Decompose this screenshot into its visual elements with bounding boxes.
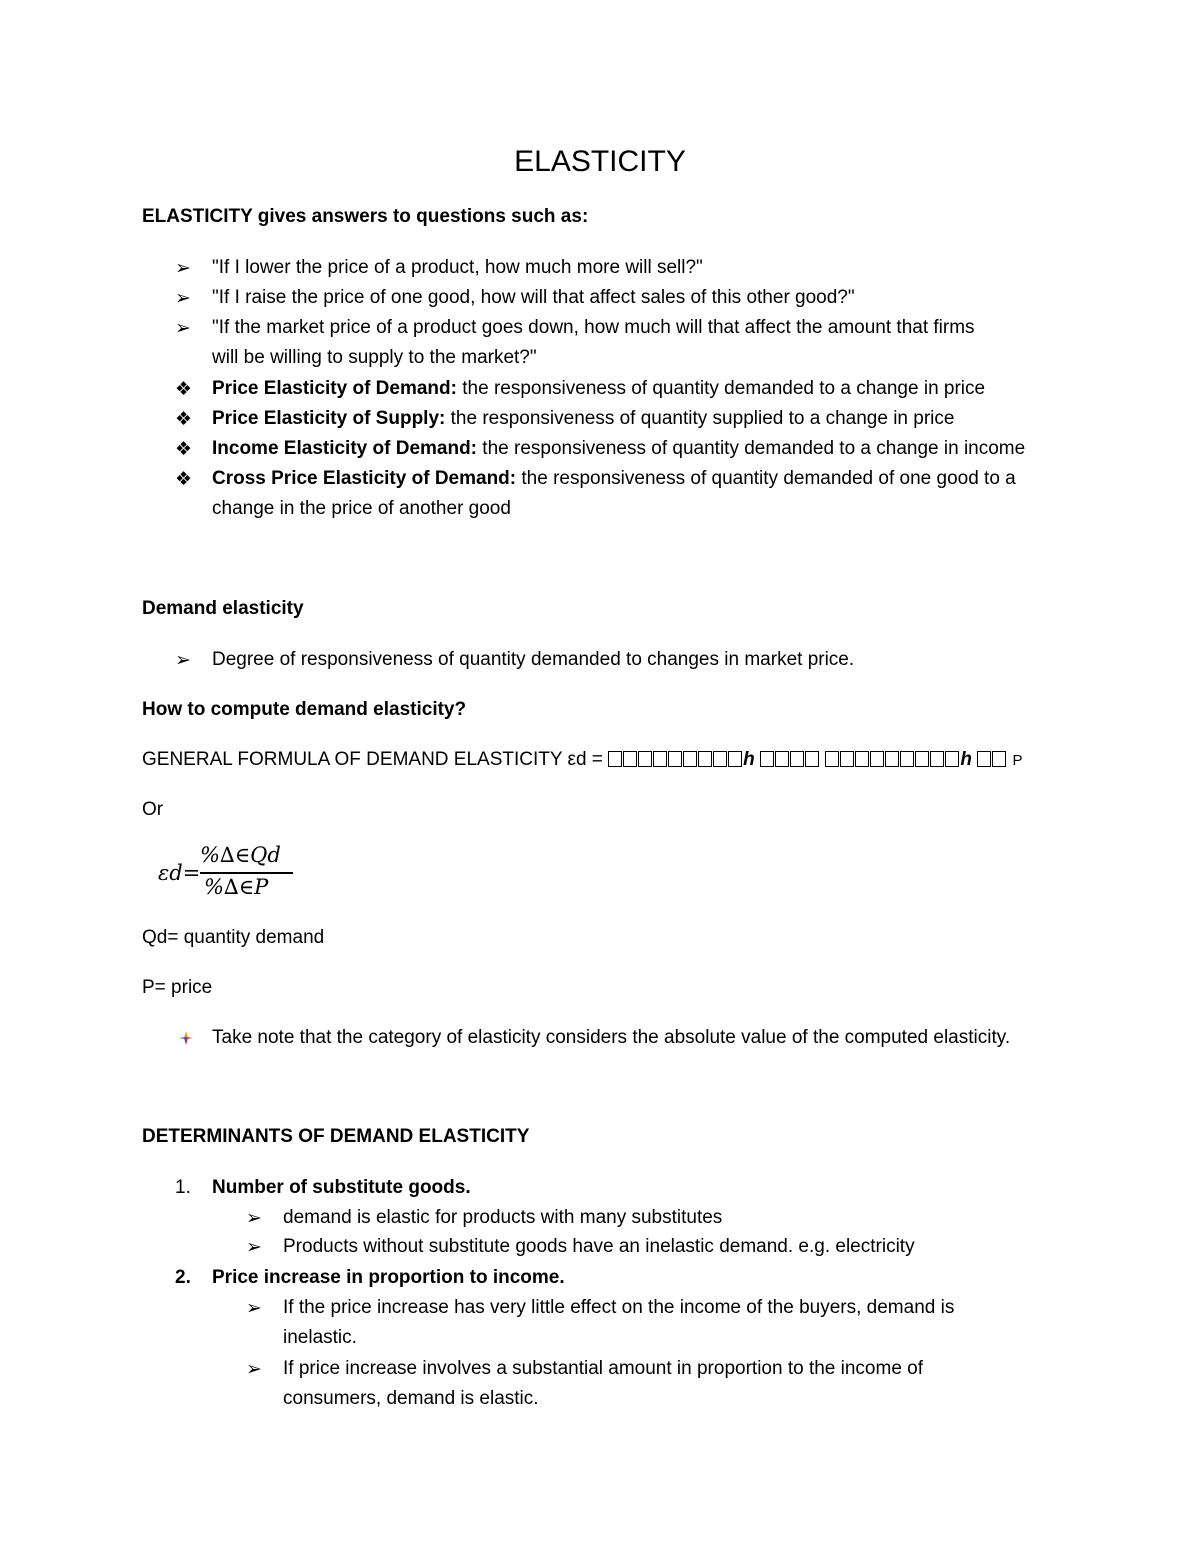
compute-heading: How to compute demand elasticity? xyxy=(142,699,467,720)
four-diamond-bullet-icon: ❖ xyxy=(175,468,193,490)
question-3-continued: will be willing to supply to the market?" xyxy=(212,347,537,368)
list-number: 1. xyxy=(175,1177,191,1198)
definition-term: Price Elasticity of Demand: xyxy=(212,378,457,399)
definition-cross-price-elasticity xyxy=(212,464,1016,494)
fraction-bar xyxy=(200,872,293,874)
determinant-1-point-2: Products without substitute goods have an inelastic demand. e.g. electricity xyxy=(283,1236,915,1257)
determinant-2-title: Price increase in proportion to income. xyxy=(212,1267,565,1288)
definition-income-elasticity-demand xyxy=(212,434,1025,464)
definition-text: the responsiveness of quantity demanded to a change in price xyxy=(456,378,986,399)
demand-elasticity-heading: Demand elasticity xyxy=(142,598,304,619)
missing-glyph-box xyxy=(760,749,820,770)
general-formula-label: GENERAL FORMULA OF DEMAND ELASTICITY εd = xyxy=(142,749,603,770)
intro-heading: ELASTICITY gives answers to questions such as: xyxy=(142,206,589,227)
arrow-bullet-icon: ➢ xyxy=(246,1236,262,1258)
definition-text: the responsiveness of quantity demanded of one good to a xyxy=(516,468,1016,489)
definition-price-elasticity-supply xyxy=(212,404,954,434)
pushpin-bullet-icon xyxy=(178,1030,194,1046)
fraction-lhs: εd= xyxy=(158,861,201,885)
arrow-bullet-icon: ➢ xyxy=(175,649,191,671)
determinant-2-point-1: If the price increase has very little effect on the income of the buyers, demand is xyxy=(283,1297,955,1318)
arrow-bullet-icon: ➢ xyxy=(175,287,191,309)
arrow-bullet-icon: ➢ xyxy=(246,1358,262,1380)
arrow-bullet-icon: ➢ xyxy=(175,257,191,279)
question-2: "If I raise the price of one good, how will that affect sales of this other good?" xyxy=(212,287,855,308)
missing-glyph-box xyxy=(977,749,1007,770)
question-3: "If the market price of a product goes down, how much will that affect the amount that firms xyxy=(212,317,975,338)
missing-glyph-box xyxy=(825,749,960,770)
determinants-heading: DETERMINANTS OF DEMAND ELASTICITY xyxy=(142,1126,530,1147)
arrow-bullet-icon: ➢ xyxy=(246,1297,262,1319)
four-diamond-bullet-icon: ❖ xyxy=(175,438,193,460)
four-diamond-bullet-icon: ❖ xyxy=(175,408,193,430)
arrow-bullet-icon: ➢ xyxy=(246,1207,262,1229)
determinant-1-title: Number of substitute goods. xyxy=(212,1177,471,1198)
or-label: Or xyxy=(142,799,164,820)
definition-term: Price Elasticity of Supply: xyxy=(212,408,446,429)
absolute-value-note: Take note that the category of elasticity considers the absolute value of the computed elasticity. xyxy=(212,1027,1011,1048)
formula-glyph: h xyxy=(960,749,972,770)
missing-glyph-box xyxy=(608,749,743,770)
fraction-denominator: %∆∈P xyxy=(204,875,269,899)
general-formula xyxy=(142,745,1023,776)
formula-glyph: h xyxy=(743,749,755,770)
arrow-bullet-icon: ➢ xyxy=(175,317,191,339)
list-number: 2. xyxy=(175,1267,191,1288)
determinant-2-point-1-continued: inelastic. xyxy=(283,1327,357,1348)
definition-qd: Qd= quantity demand xyxy=(142,927,325,948)
fraction-numerator: %∆∈Qd xyxy=(200,843,281,867)
four-diamond-bullet-icon: ❖ xyxy=(175,378,193,400)
definition-p: P= price xyxy=(142,977,213,998)
question-1: "If I lower the price of a product, how much more will sell?" xyxy=(212,257,703,278)
definition-text: the responsiveness of quantity supplied to a change in price xyxy=(445,408,955,429)
formula-tail: P xyxy=(1012,752,1023,769)
determinant-1-point-1: demand is elastic for products with many substitutes xyxy=(283,1207,723,1228)
definition-cross-price-continued: change in the price of another good xyxy=(212,498,511,519)
page-title: ELASTICITY xyxy=(514,145,686,178)
determinant-2-point-2-continued: consumers, demand is elastic. xyxy=(283,1388,539,1409)
definition-text: the responsiveness of quantity demanded to a change in income xyxy=(477,438,1026,459)
definition-term: Cross Price Elasticity of Demand: xyxy=(212,468,517,489)
definition-price-elasticity-demand xyxy=(212,374,985,404)
definition-term: Income Elasticity of Demand: xyxy=(212,438,478,459)
determinant-2-point-2: If price increase involves a substantial amount in proportion to the income of xyxy=(283,1358,924,1379)
demand-elasticity-definition: Degree of responsiveness of quantity demanded to changes in market price. xyxy=(212,649,855,670)
